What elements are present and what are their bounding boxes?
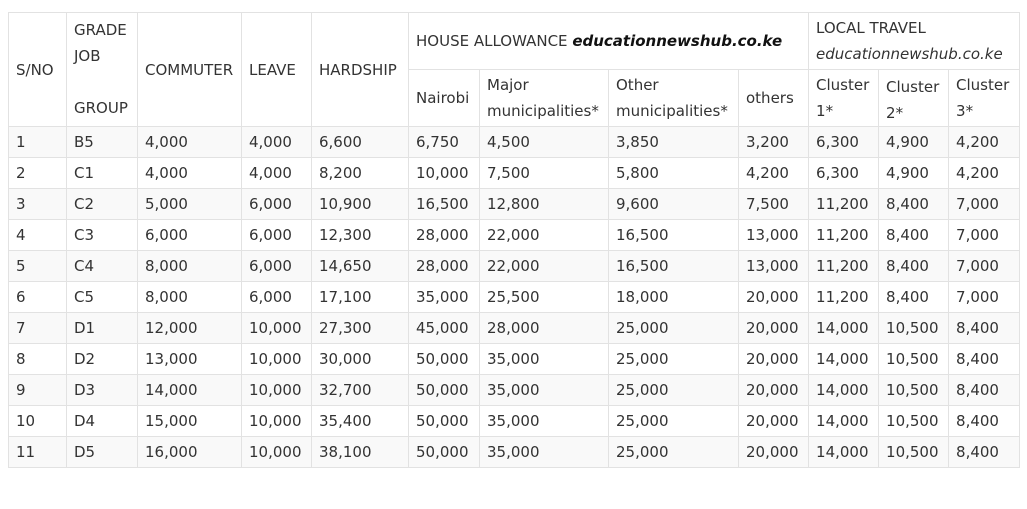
cell-commuter: 5,000: [138, 189, 242, 220]
cell-cluster-3: 8,400: [949, 406, 1020, 437]
cell-sno: 9: [9, 375, 67, 406]
cell-leave: 4,000: [242, 127, 312, 158]
cell-other-municipalities: 25,000: [609, 375, 739, 406]
cell-cluster-2: 8,400: [879, 282, 949, 313]
cell-leave: 6,000: [242, 189, 312, 220]
cell-other-municipalities: 25,000: [609, 406, 739, 437]
cell-grade: C5: [67, 282, 138, 313]
header-local-travel-site: educationnewshub.co.ke: [816, 45, 1003, 63]
cell-commuter: 8,000: [138, 251, 242, 282]
header-nairobi: Nairobi: [409, 70, 480, 127]
cell-major-municipalities: 12,800: [480, 189, 609, 220]
header-house-allowance-label: HOUSE ALLOWANCE: [416, 32, 568, 50]
cell-leave: 6,000: [242, 282, 312, 313]
table-row: [9, 437, 1020, 468]
cell-hardship: 35,400: [312, 406, 409, 437]
header-grade-line3: GROUP: [74, 99, 128, 117]
cell-cluster-1: 11,200: [809, 220, 879, 251]
cell-sno: 8: [9, 344, 67, 375]
cell-sno: 10: [9, 406, 67, 437]
cell-cluster-2: 4,900: [879, 158, 949, 189]
cell-others: 20,000: [739, 344, 809, 375]
cell-other-municipalities: 9,600: [609, 189, 739, 220]
cell-others: 20,000: [739, 313, 809, 344]
header-local-travel: [809, 13, 1020, 70]
table-row: [9, 375, 1020, 406]
cell-hardship: 38,100: [312, 437, 409, 468]
cell-commuter: 14,000: [138, 375, 242, 406]
cell-cluster-2: 8,400: [879, 189, 949, 220]
cell-cluster-1: 6,300: [809, 127, 879, 158]
cell-major-municipalities: 25,500: [480, 282, 609, 313]
cell-other-municipalities: 3,850: [609, 127, 739, 158]
header-major-municipalities: Major municipalities*: [480, 70, 609, 127]
cell-cluster-3: 7,000: [949, 282, 1020, 313]
cell-hardship: 10,900: [312, 189, 409, 220]
cell-cluster-3: 8,400: [949, 375, 1020, 406]
cell-commuter: 8,000: [138, 282, 242, 313]
cell-others: 3,200: [739, 127, 809, 158]
cell-major-municipalities: 28,000: [480, 313, 609, 344]
cell-nairobi: 28,000: [409, 220, 480, 251]
header-other-municipalities: Other municipalities*: [609, 70, 739, 127]
cell-cluster-3: 4,200: [949, 127, 1020, 158]
header-hardship: HARDSHIP: [312, 13, 409, 127]
cell-cluster-1: 11,200: [809, 189, 879, 220]
header-cluster-1: Cluster 1*: [809, 70, 879, 127]
cell-hardship: 32,700: [312, 375, 409, 406]
cell-nairobi: 50,000: [409, 375, 480, 406]
cell-grade: D2: [67, 344, 138, 375]
cell-nairobi: 10,000: [409, 158, 480, 189]
cell-cluster-2: 10,500: [879, 375, 949, 406]
header-commuter: COMMUTER: [138, 13, 242, 127]
cell-nairobi: 16,500: [409, 189, 480, 220]
cell-commuter: 4,000: [138, 127, 242, 158]
cell-cluster-2: 10,500: [879, 344, 949, 375]
cell-nairobi: 45,000: [409, 313, 480, 344]
header-others: others: [739, 70, 809, 127]
cell-other-municipalities: 25,000: [609, 437, 739, 468]
cell-cluster-1: 11,200: [809, 251, 879, 282]
cell-cluster-2: 10,500: [879, 406, 949, 437]
table-row: [9, 344, 1020, 375]
cell-sno: 11: [9, 437, 67, 468]
cell-grade: C1: [67, 158, 138, 189]
table-row: [9, 220, 1020, 251]
cell-hardship: 27,300: [312, 313, 409, 344]
cell-commuter: 16,000: [138, 437, 242, 468]
cell-grade: D1: [67, 313, 138, 344]
cell-other-municipalities: 25,000: [609, 344, 739, 375]
cell-cluster-3: 7,000: [949, 220, 1020, 251]
cell-grade: C2: [67, 189, 138, 220]
cell-cluster-3: 8,400: [949, 313, 1020, 344]
cell-other-municipalities: 16,500: [609, 220, 739, 251]
cell-cluster-1: 11,200: [809, 282, 879, 313]
header-local-travel-label: LOCAL TRAVEL: [816, 19, 926, 37]
cell-major-municipalities: 22,000: [480, 251, 609, 282]
cell-nairobi: 50,000: [409, 437, 480, 468]
cell-nairobi: 35,000: [409, 282, 480, 313]
cell-nairobi: 28,000: [409, 251, 480, 282]
cell-others: 20,000: [739, 282, 809, 313]
cell-leave: 10,000: [242, 375, 312, 406]
cell-major-municipalities: 4,500: [480, 127, 609, 158]
cell-cluster-1: 14,000: [809, 344, 879, 375]
table-row: [9, 251, 1020, 282]
cell-cluster-2: 4,900: [879, 127, 949, 158]
cell-grade: D4: [67, 406, 138, 437]
cell-leave: 10,000: [242, 406, 312, 437]
table-row: [9, 127, 1020, 158]
cell-major-municipalities: 35,000: [480, 406, 609, 437]
cell-hardship: 6,600: [312, 127, 409, 158]
header-house-allowance: [409, 13, 809, 70]
header-grade: [67, 13, 138, 127]
header-sno: S/NO: [9, 13, 67, 127]
table-row: [9, 158, 1020, 189]
cell-others: 7,500: [739, 189, 809, 220]
header-cluster-3: Cluster 3*: [949, 70, 1020, 127]
cell-hardship: 12,300: [312, 220, 409, 251]
cell-cluster-3: 8,400: [949, 344, 1020, 375]
cell-grade: D5: [67, 437, 138, 468]
header-grade-line2: JOB: [74, 47, 101, 65]
cell-grade: C4: [67, 251, 138, 282]
header-grade-line1: GRADE: [74, 21, 127, 39]
cell-cluster-3: 8,400: [949, 437, 1020, 468]
header-house-allowance-site: educationnewshub.co.ke: [572, 32, 783, 50]
table-row: [9, 282, 1020, 313]
cell-leave: 6,000: [242, 220, 312, 251]
cell-nairobi: 6,750: [409, 127, 480, 158]
cell-cluster-1: 14,000: [809, 437, 879, 468]
cell-commuter: 6,000: [138, 220, 242, 251]
cell-leave: 10,000: [242, 437, 312, 468]
cell-other-municipalities: 18,000: [609, 282, 739, 313]
cell-grade: D3: [67, 375, 138, 406]
cell-commuter: 12,000: [138, 313, 242, 344]
cell-nairobi: 50,000: [409, 344, 480, 375]
cell-other-municipalities: 5,800: [609, 158, 739, 189]
cell-other-municipalities: 25,000: [609, 313, 739, 344]
cell-others: 4,200: [739, 158, 809, 189]
cell-major-municipalities: 35,000: [480, 344, 609, 375]
cell-hardship: 17,100: [312, 282, 409, 313]
header-row-1: [9, 13, 1020, 70]
cell-sno: 4: [9, 220, 67, 251]
cell-major-municipalities: 22,000: [480, 220, 609, 251]
cell-cluster-1: 6,300: [809, 158, 879, 189]
header-leave: LEAVE: [242, 13, 312, 127]
cell-leave: 6,000: [242, 251, 312, 282]
header-cluster-2: Cluster 2*: [879, 70, 949, 127]
cell-cluster-1: 14,000: [809, 313, 879, 344]
cell-commuter: 15,000: [138, 406, 242, 437]
cell-cluster-1: 14,000: [809, 406, 879, 437]
cell-cluster-2: 10,500: [879, 437, 949, 468]
cell-others: 20,000: [739, 406, 809, 437]
cell-major-municipalities: 7,500: [480, 158, 609, 189]
cell-commuter: 4,000: [138, 158, 242, 189]
cell-cluster-3: 7,000: [949, 251, 1020, 282]
cell-major-municipalities: 35,000: [480, 375, 609, 406]
table-row: [9, 406, 1020, 437]
table-body: [9, 127, 1020, 468]
cell-others: 20,000: [739, 375, 809, 406]
cell-sno: 7: [9, 313, 67, 344]
cell-leave: 4,000: [242, 158, 312, 189]
cell-sno: 5: [9, 251, 67, 282]
cell-cluster-3: 7,000: [949, 189, 1020, 220]
cell-commuter: 13,000: [138, 344, 242, 375]
cell-others: 13,000: [739, 220, 809, 251]
table-row: [9, 189, 1020, 220]
cell-cluster-2: 10,500: [879, 313, 949, 344]
cell-sno: 2: [9, 158, 67, 189]
table-row: [9, 313, 1020, 344]
allowance-table-container: [8, 12, 1020, 468]
cell-cluster-2: 8,400: [879, 251, 949, 282]
cell-hardship: 8,200: [312, 158, 409, 189]
cell-nairobi: 50,000: [409, 406, 480, 437]
cell-sno: 6: [9, 282, 67, 313]
cell-grade: B5: [67, 127, 138, 158]
cell-others: 13,000: [739, 251, 809, 282]
cell-leave: 10,000: [242, 313, 312, 344]
allowance-table: [8, 12, 1020, 468]
cell-others: 20,000: [739, 437, 809, 468]
cell-cluster-2: 8,400: [879, 220, 949, 251]
cell-sno: 1: [9, 127, 67, 158]
cell-other-municipalities: 16,500: [609, 251, 739, 282]
cell-cluster-3: 4,200: [949, 158, 1020, 189]
cell-major-municipalities: 35,000: [480, 437, 609, 468]
cell-grade: C3: [67, 220, 138, 251]
cell-leave: 10,000: [242, 344, 312, 375]
cell-cluster-1: 14,000: [809, 375, 879, 406]
cell-sno: 3: [9, 189, 67, 220]
cell-hardship: 14,650: [312, 251, 409, 282]
cell-hardship: 30,000: [312, 344, 409, 375]
